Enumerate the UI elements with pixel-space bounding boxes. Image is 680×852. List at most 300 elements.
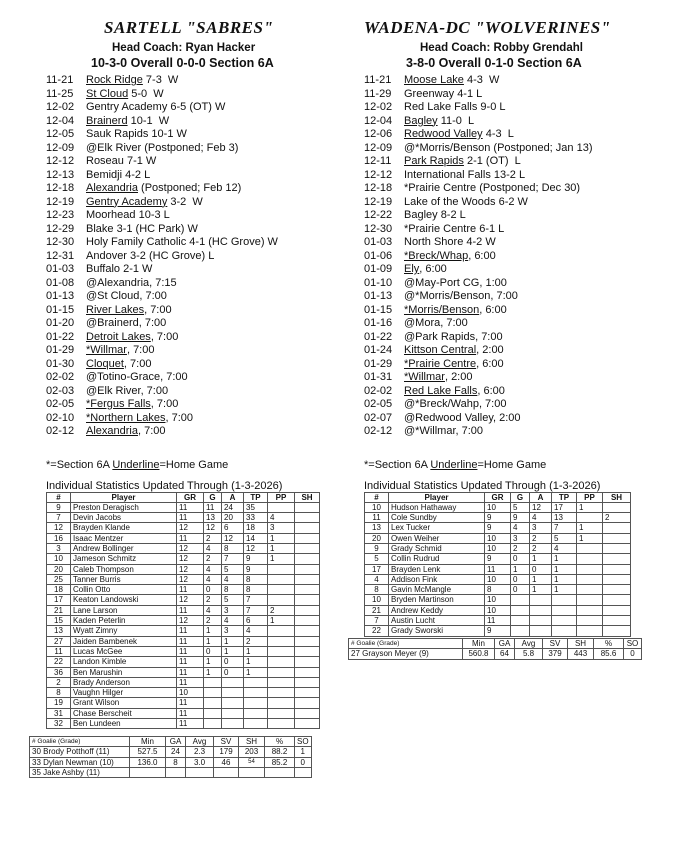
table-cell: 1 [268, 616, 295, 626]
goalie-cell: 379 [543, 649, 568, 659]
table-cell: 8 [222, 543, 244, 553]
schedule-row [364, 331, 664, 345]
game-date: 12-12 [364, 168, 393, 181]
table-cell: Grady Sworski [389, 626, 485, 636]
goalie-row [30, 757, 312, 767]
table-cell: 7 [365, 616, 389, 626]
game-opponent: @Park Rapids, 7:00 [404, 330, 503, 343]
game-result: 2-1 (OT) L [463, 155, 521, 167]
column-header: PP [268, 492, 295, 502]
game-result: , 7:00 [144, 303, 172, 316]
schedule-row [364, 74, 664, 88]
game-date: 02-07 [364, 411, 393, 424]
goalie-column-header: Avg [515, 639, 543, 649]
table-cell [603, 605, 631, 615]
table-cell [295, 636, 320, 646]
column-header: TP [552, 492, 577, 502]
game-opponent: *Prairie Centre (Postponed; Dec 30) [404, 182, 581, 194]
table-cell: 8 [222, 585, 244, 595]
game-date: 12-02 [46, 101, 75, 113]
table-cell: Brayden Lenk [389, 564, 485, 574]
table-cell: 7 [244, 605, 268, 615]
table-cell: 1 [552, 554, 577, 564]
schedule-row [364, 88, 664, 102]
table-cell: 12 [177, 574, 204, 584]
table-cell: 2 [511, 543, 530, 553]
table-cell: 9 [511, 513, 530, 523]
table-row [47, 646, 320, 656]
game-date: 12-09 [46, 141, 75, 154]
game-result: , 6:00 [479, 303, 507, 316]
table-cell [577, 554, 603, 564]
game-opponent: Red Lake Falls [404, 384, 478, 397]
table-cell [268, 698, 295, 708]
table-cell: 2 [530, 533, 552, 543]
game-date: 02-12 [364, 425, 393, 437]
game-result: , 7:00 [150, 330, 179, 343]
table-cell [268, 502, 295, 512]
game-result: 5-0 W [128, 87, 164, 100]
table-cell: 33 [244, 513, 268, 523]
game-date: 02-03 [46, 384, 75, 397]
table-cell: Grady Schmid [389, 543, 485, 553]
table-row [47, 523, 320, 533]
table-cell: Wyatt Zimny [71, 626, 177, 636]
game-opponent: Roseau 7-1 W [86, 155, 157, 167]
table-cell [295, 708, 320, 718]
table-cell: 19 [47, 698, 71, 708]
goalie-cell: 179 [214, 747, 239, 757]
schedule-row [46, 182, 346, 196]
table-cell: 13 [47, 626, 71, 636]
game-date: 01-03 [46, 263, 75, 275]
table-cell: 17 [365, 564, 389, 574]
table-cell: 5 [222, 564, 244, 574]
table-cell [577, 616, 603, 626]
table-row [47, 636, 320, 646]
table-cell [603, 564, 631, 574]
table-cell [295, 719, 320, 729]
table-row [47, 688, 320, 698]
table-cell: 14 [244, 533, 268, 543]
table-cell: 12 [177, 564, 204, 574]
game-result: , 6:00 [476, 357, 504, 370]
goalie-column-header: GA [166, 737, 186, 747]
schedule-row [46, 142, 346, 156]
table-cell [268, 564, 295, 574]
goalie-cell: 5.8 [515, 649, 543, 659]
game-opponent: *Willmar [404, 371, 445, 383]
table-cell [295, 543, 320, 553]
game-date: 01-03 [364, 236, 393, 248]
table-cell: 31 [47, 708, 71, 718]
table-header-row [47, 492, 320, 502]
schedule-row [46, 155, 346, 169]
goalie-column-header: % [265, 737, 295, 747]
table-cell: 12 [177, 554, 204, 564]
table-cell [577, 605, 603, 615]
game-opponent: Buffalo 2-1 W [86, 263, 153, 275]
game-date: 01-30 [46, 357, 75, 370]
game-date: 12-19 [46, 195, 75, 208]
table-cell: 4 [204, 574, 222, 584]
game-date: 01-24 [364, 344, 393, 356]
schedule-row [46, 196, 346, 210]
table-cell: Ben Lundeen [71, 719, 177, 729]
table-cell [530, 605, 552, 615]
schedule-row [46, 304, 346, 318]
column-header: # [47, 492, 71, 502]
game-date: 12-12 [46, 155, 75, 167]
game-date: 01-15 [46, 303, 75, 316]
table-cell [577, 626, 603, 636]
table-cell: 17 [552, 502, 577, 512]
table-cell: 4 [268, 513, 295, 523]
table-cell: 12 [177, 543, 204, 553]
game-opponent: Detroit Lakes [86, 330, 151, 343]
goalie-cell: 88.2 [265, 747, 295, 757]
table-cell [577, 513, 603, 523]
game-date: 01-15 [364, 303, 393, 316]
table-cell: 4 [244, 626, 268, 636]
goalie-cell: 46 [214, 757, 239, 767]
table-cell [268, 688, 295, 698]
table-cell: 11 [177, 646, 204, 656]
game-opponent: @*Morris/Benson (Postponed; Jan 13) [404, 141, 593, 154]
table-cell [204, 698, 222, 708]
table-cell: 0 [204, 646, 222, 656]
game-date: 02-05 [364, 398, 393, 410]
table-cell: 9 [365, 543, 389, 553]
table-cell: 10 [47, 554, 71, 564]
goalie-cell: 2.3 [186, 747, 214, 757]
table-cell: Jameson Schmitz [71, 554, 177, 564]
schedule-row [364, 209, 664, 223]
goalie-cell: 136.0 [130, 757, 166, 767]
table-cell [268, 595, 295, 605]
table-cell [295, 574, 320, 584]
game-opponent: @Elk River (Postponed; Feb 3) [86, 141, 239, 154]
table-cell [295, 554, 320, 564]
game-date: 01-09 [364, 263, 393, 275]
table-cell: 1 [530, 554, 552, 564]
table-cell [530, 626, 552, 636]
table-cell: 1 [222, 636, 244, 646]
table-cell: 20 [47, 564, 71, 574]
table-cell: 11 [485, 564, 511, 574]
table-cell: 11 [177, 533, 204, 543]
table-cell: Bryden Martinson [389, 595, 485, 605]
goalie-cell [186, 767, 214, 777]
schedule-row [46, 209, 346, 223]
schedule-row [364, 182, 664, 196]
game-opponent: Blake 3-1 (HC Park) W [86, 222, 198, 235]
table-cell: 4 [222, 616, 244, 626]
table-cell: 8 [485, 585, 511, 595]
goalie-cell [239, 767, 265, 777]
table-cell: Collin Otto [71, 585, 177, 595]
table-cell: 1 [552, 574, 577, 584]
stats-title: Individual Statistics Updated Through (1-3-2026) [46, 479, 283, 492]
table-cell: 7 [47, 513, 71, 523]
table-cell: Gavin McMangle [389, 585, 485, 595]
table-cell: 1 [268, 533, 295, 543]
table-row [365, 554, 631, 564]
table-cell [222, 698, 244, 708]
table-cell: 4 [222, 574, 244, 584]
table-cell: 21 [365, 605, 389, 615]
table-cell: 3 [530, 523, 552, 533]
goalie-cell [214, 767, 239, 777]
schedule-row [364, 169, 664, 183]
table-cell: 20 [365, 533, 389, 543]
table-cell [577, 585, 603, 595]
table-cell [222, 708, 244, 718]
game-opponent: Bemidji 4-2 L [86, 168, 151, 181]
table-cell: 17 [47, 595, 71, 605]
table-cell [603, 626, 631, 636]
game-date: 12-18 [46, 182, 75, 194]
game-opponent: North Shore 4-2 W [404, 236, 496, 248]
game-opponent: Greenway 4-1 L [404, 87, 483, 100]
column-header: SH [603, 492, 631, 502]
table-cell: Brayden Klande [71, 523, 177, 533]
game-date: 12-18 [364, 182, 393, 194]
table-cell [552, 616, 577, 626]
schedule-row [46, 425, 346, 439]
game-opponent: Moorhead 10-3 L [86, 209, 170, 221]
table-cell [552, 626, 577, 636]
game-date: 01-08 [46, 276, 75, 289]
table-cell [222, 677, 244, 687]
goalie-column-header: SV [214, 737, 239, 747]
table-cell: Grant Wilson [71, 698, 177, 708]
game-opponent: Ely [404, 263, 420, 275]
goalie-column-header: # Goalie (Grade) [30, 737, 130, 747]
game-opponent: @Totino-Grace, 7:00 [86, 371, 188, 383]
game-date: 12-22 [364, 209, 393, 221]
goalie-cell: 85.6 [594, 649, 624, 659]
table-row [47, 574, 320, 584]
table-cell: 12 [177, 595, 204, 605]
schedule-row [364, 128, 664, 142]
game-date: 02-02 [46, 371, 75, 383]
schedule-row [364, 142, 664, 156]
game-result: 10-1 W [127, 114, 170, 127]
game-date: 11-21 [46, 74, 74, 86]
table-cell: 3 [47, 543, 71, 553]
schedule-row [364, 155, 664, 169]
table-cell: 11 [177, 698, 204, 708]
game-date: 12-04 [46, 114, 75, 127]
table-cell: 9 [244, 554, 268, 564]
game-date: 02-02 [364, 384, 393, 397]
table-cell: 13 [552, 513, 577, 523]
table-cell [603, 616, 631, 626]
goalie-cell: 33 Dylan Newman (10) [30, 757, 130, 767]
table-cell: 4 [552, 543, 577, 553]
schedule-row [364, 344, 664, 358]
wadena-column [364, 18, 664, 637]
table-cell: 8 [244, 574, 268, 584]
sartell-column [46, 18, 346, 729]
table-cell [295, 523, 320, 533]
schedule-row [46, 290, 346, 304]
table-cell [295, 688, 320, 698]
table-cell: 1 [244, 657, 268, 667]
table-row [47, 585, 320, 595]
table-cell: 4 [204, 564, 222, 574]
column-header: TP [244, 492, 268, 502]
goalie-stats-table [29, 736, 312, 778]
legend: *=Section 6A Underline=Home Game [364, 458, 547, 471]
table-cell: 12 [177, 616, 204, 626]
table-row [47, 626, 320, 636]
game-result: , 7:00 [165, 411, 194, 424]
schedule-row [46, 263, 346, 277]
game-date: 01-29 [364, 357, 393, 370]
game-date: 02-10 [46, 411, 75, 424]
table-cell: 3 [268, 523, 295, 533]
table-cell [603, 502, 631, 512]
table-row [365, 595, 631, 605]
schedule-row [46, 88, 346, 102]
game-date: 12-05 [46, 128, 75, 140]
goalie-cell: 30 Brody Potthoff (11) [30, 747, 130, 757]
table-cell: 1 [530, 574, 552, 584]
game-opponent: @Elk River, 7:00 [86, 384, 169, 397]
table-cell [295, 698, 320, 708]
goalie-cell: 27 Grayson Meyer (9) [349, 649, 463, 659]
table-cell [603, 523, 631, 533]
schedule-row [364, 398, 664, 412]
game-result: 7-3 W [142, 74, 179, 86]
table-cell [295, 646, 320, 656]
table-cell: Preston Deragisch [71, 502, 177, 512]
table-cell [268, 657, 295, 667]
table-cell: 32 [47, 719, 71, 729]
table-cell [204, 677, 222, 687]
table-row [365, 513, 631, 523]
goalie-header-row [349, 639, 642, 649]
table-cell: Brady Anderson [71, 677, 177, 687]
table-cell [552, 605, 577, 615]
table-row [47, 564, 320, 574]
table-row [365, 502, 631, 512]
table-row [365, 626, 631, 636]
column-header: A [530, 492, 552, 502]
table-cell: 15 [47, 616, 71, 626]
schedule-row [46, 223, 346, 237]
game-opponent: Holy Family Catholic 4-1 (HC Grove) W [86, 236, 278, 248]
table-cell [577, 543, 603, 553]
table-cell: Cole Sundby [389, 513, 485, 523]
game-result: , 2:00 [444, 371, 473, 383]
table-cell: 10 [485, 574, 511, 584]
schedule-row [46, 74, 346, 88]
game-result: 4-3 L [482, 128, 514, 140]
table-cell [603, 574, 631, 584]
table-cell [552, 595, 577, 605]
game-opponent: Gentry Academy [86, 195, 168, 208]
table-cell: Chase Berscheit [71, 708, 177, 718]
schedule-row [46, 115, 346, 129]
table-cell [577, 595, 603, 605]
game-opponent: International Falls 13-2 L [404, 168, 526, 181]
goalie-header-row [30, 737, 312, 747]
table-cell: Vaughn Hilger [71, 688, 177, 698]
table-cell: Andrew Keddy [389, 605, 485, 615]
schedule-row [364, 371, 664, 385]
table-cell: 2 [47, 677, 71, 687]
schedule-row [364, 290, 664, 304]
goalie-cell: 35 Jake Ashby (11) [30, 767, 130, 777]
table-cell: 3 [511, 533, 530, 543]
game-date: 11-25 [46, 87, 74, 100]
goalie-row [30, 767, 312, 777]
table-cell [268, 677, 295, 687]
table-cell [268, 667, 295, 677]
table-cell: 7 [244, 595, 268, 605]
game-opponent: *Prairie Centre [404, 357, 477, 370]
team-record: 10-3-0 Overall 0-0-0 Section 6A [91, 56, 274, 70]
table-cell: 6 [244, 616, 268, 626]
game-date: 12-11 [364, 155, 392, 167]
schedule-row [46, 277, 346, 291]
table-cell: 21 [47, 605, 71, 615]
schedule-row [46, 128, 346, 142]
table-cell: Lane Larson [71, 605, 177, 615]
game-result: (Postponed; Feb 12) [137, 182, 242, 194]
table-row [47, 543, 320, 553]
table-cell [295, 626, 320, 636]
team-record: 3-8-0 Overall 0-1-0 Section 6A [406, 56, 582, 70]
table-cell: 27 [47, 636, 71, 646]
team-title: WADENA-DC "WOLVERINES" [364, 18, 611, 37]
column-header: PP [577, 492, 603, 502]
goalie-cell [166, 767, 186, 777]
schedule-row [364, 196, 664, 210]
table-row [47, 533, 320, 543]
table-cell [268, 708, 295, 718]
table-cell: Lucas McGee [71, 646, 177, 656]
game-opponent: Alexandria [86, 182, 138, 194]
table-cell: 12 [204, 523, 222, 533]
table-cell: 1 [577, 523, 603, 533]
table-cell [295, 677, 320, 687]
schedule-row [364, 425, 664, 439]
goalie-column-header: SH [239, 737, 265, 747]
table-cell: 4 [204, 605, 222, 615]
goalie-column-header: Min [463, 639, 495, 649]
table-cell: 4 [511, 523, 530, 533]
head-coach: Head Coach: Ryan Hacker [112, 42, 256, 54]
table-cell: 1 [204, 636, 222, 646]
schedule-row [46, 331, 346, 345]
table-row [365, 605, 631, 615]
game-opponent: Brainerd [86, 114, 128, 127]
table-cell: 2 [603, 513, 631, 523]
table-cell: 11 [177, 605, 204, 615]
table-row [47, 513, 320, 523]
goalie-row [30, 747, 312, 757]
schedule-row [364, 412, 664, 426]
game-date: 01-06 [364, 249, 393, 262]
table-cell: Addison Fink [389, 574, 485, 584]
table-cell: Tanner Burris [71, 574, 177, 584]
table-cell: 4 [365, 574, 389, 584]
game-date: 01-22 [364, 330, 393, 343]
